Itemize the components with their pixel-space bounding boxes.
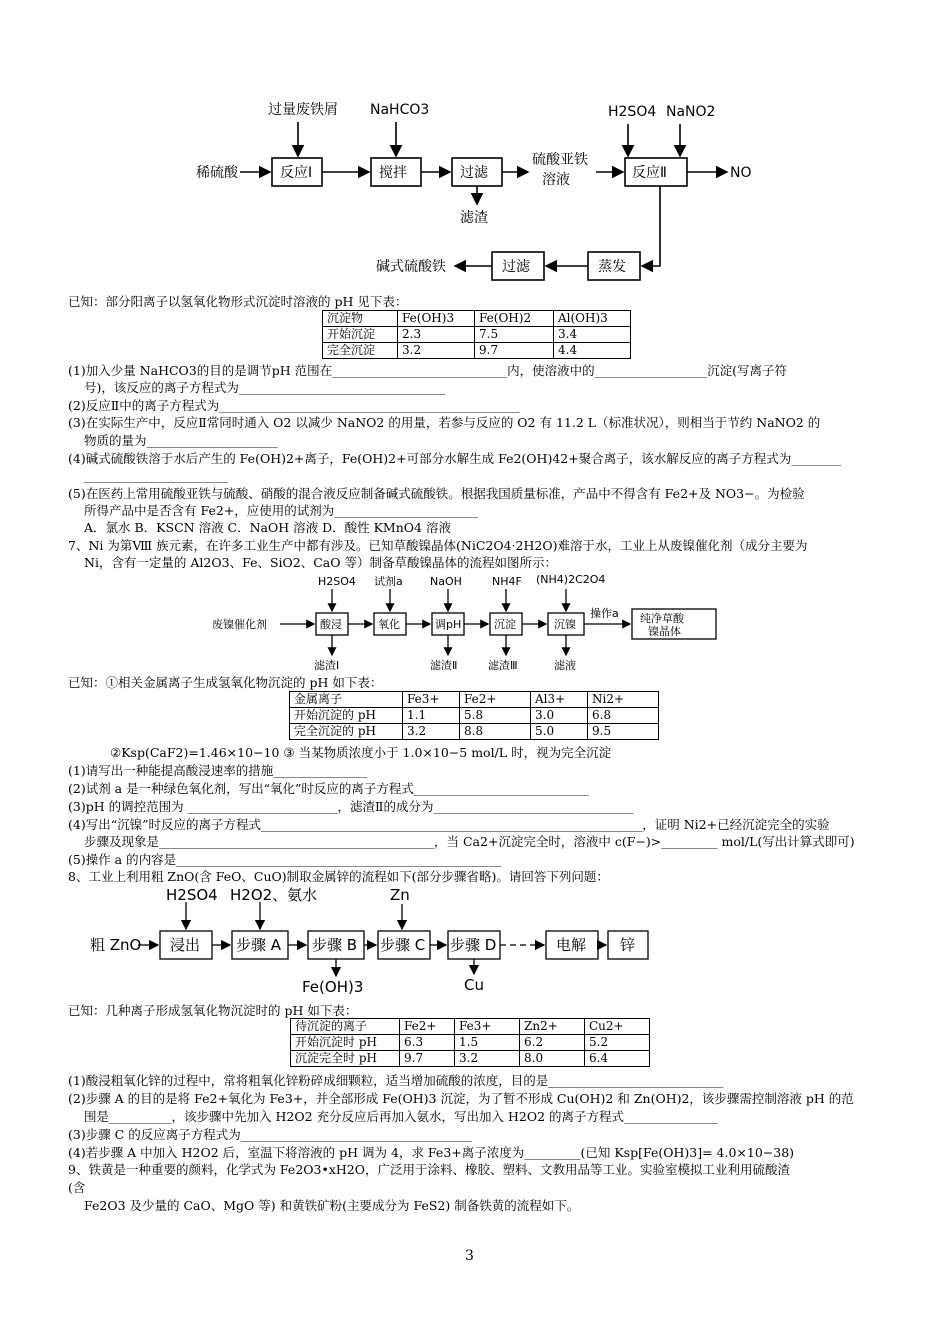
flow2-box: 沉淀 bbox=[494, 618, 516, 631]
q7-table-cell: 5.0 bbox=[531, 724, 588, 740]
flow1-mid-label-1: 硫酸亚铁 bbox=[532, 152, 588, 168]
q6-table-cell: 3.4 bbox=[554, 327, 631, 343]
q8-line: 围是__________，该步骤中先加入 H2O2 充分反应后再加入氨水，写出加入 H2O2 的离子方程式_______________ bbox=[84, 1109, 718, 1124]
q7-table-cell: 3.2 bbox=[403, 724, 460, 740]
q7-line: (4)写出“沉镍”时反应的离子方程式_____________________________________________________________，证明 Ni2+已经沉淀完全的实验 bbox=[68, 817, 830, 832]
q7-table-cell: 完全沉淀的 pH bbox=[290, 724, 403, 740]
q6-line: 号)，该反应的离子方程式为_________________________________ bbox=[84, 380, 446, 395]
flow2-residue: 滤渣Ⅰ bbox=[314, 659, 340, 672]
q7-known2: ②Ksp(CaF2)=1.46×10−10 ③ 当某物质浓度小于 1.0×10−5 mol/L 时，视为完全沉淀 bbox=[110, 745, 612, 760]
page-number: 3 bbox=[465, 1248, 474, 1264]
flow1-box-filter: 过滤 bbox=[460, 165, 488, 181]
q6-table-header-cell: 沉淀物 bbox=[323, 311, 398, 327]
q8-table-cell: 8.0 bbox=[520, 1051, 585, 1067]
flow2-reagent: NaOH bbox=[430, 575, 462, 588]
flow1-input-h2so4: H2SO4 bbox=[608, 104, 657, 120]
flow2-product: 镍晶体 bbox=[648, 625, 681, 638]
q6-line: (1)加入少量 NaHCO3的目的是调节pH 范围在____________________________内，使溶液中的__________________沉淀(写离子符 bbox=[68, 363, 787, 378]
q6-table-cell: 开始沉淀 bbox=[323, 327, 398, 343]
q8-known: 已知：几种离子形成氢氧化物沉淀时的 pH 如下表： bbox=[68, 1003, 358, 1018]
flow1-box-reaction2: 反应Ⅱ bbox=[632, 165, 667, 181]
flow3-reagent: Zn bbox=[390, 886, 410, 904]
q8-table-cell: 3.2 bbox=[455, 1051, 520, 1067]
flow3-output: Cu bbox=[464, 976, 484, 994]
q8-line: (3)步骤 C 的反应离子方程式为_____________________________________ bbox=[68, 1127, 472, 1142]
q8-table-cell: 5.2 bbox=[585, 1035, 650, 1051]
q6-line: (4)碱式硫酸铁溶于水后产生的 Fe(OH)2+离子，Fe(OH)2+可部分水解生成 Fe2(OH)42+聚合离子，该水解反应的离子方程式为________ bbox=[68, 451, 842, 466]
q6-table-cell: 3.2 bbox=[398, 343, 475, 359]
flow1-input-iron: 过量废铁屑 bbox=[268, 102, 338, 118]
q6-table bbox=[322, 310, 631, 359]
flow2-box: 调pH bbox=[435, 618, 462, 631]
q6-known: 已知：部分阳离子以氢氧化物形式沉淀时溶液的 pH 见下表： bbox=[68, 294, 408, 309]
flow1-start: 稀硫酸 bbox=[196, 165, 238, 181]
flow3-box: 步骤 D bbox=[450, 936, 497, 954]
flow1-box-filter2: 过滤 bbox=[502, 259, 530, 275]
q8-table-cell: 9.7 bbox=[400, 1051, 455, 1067]
q8-table bbox=[290, 1018, 650, 1067]
flow3-box: 步骤 B bbox=[312, 936, 358, 954]
q8-table-header-cell: Fe2+ bbox=[400, 1019, 455, 1035]
q6-table-header-cell: Fe(OH)2 bbox=[475, 311, 554, 327]
q8-table-header-cell: Zn2+ bbox=[520, 1019, 585, 1035]
q6-line: 物质的量为_____________________ bbox=[84, 433, 278, 448]
flow1-gas: NO bbox=[730, 165, 752, 181]
flow2-residue: 滤渣Ⅱ bbox=[430, 659, 458, 672]
q6-table-cell: 4.4 bbox=[554, 343, 631, 359]
flowchart-3 bbox=[90, 884, 690, 999]
q7-table-cell: 5.8 bbox=[460, 708, 531, 724]
q8-table-cell: 1.5 bbox=[455, 1035, 520, 1051]
q6-table-cell: 完全沉淀 bbox=[323, 343, 398, 359]
flow2-reagent: H2SO4 bbox=[318, 575, 356, 588]
flow1-input-nano2: NaNO2 bbox=[666, 104, 716, 120]
q9-line: Fe2O3 及少量的 CaO、MgO 等) 和黄铁矿粉(主要成分为 FeS2) 制备铁黄的流程如下。 bbox=[84, 1198, 580, 1213]
q7-table-header-cell: 金属离子 bbox=[290, 692, 403, 708]
q8-table-cell: 开始沉淀时 pH bbox=[291, 1035, 400, 1051]
flow3-box: 锌 bbox=[620, 936, 636, 954]
flow3-reagent: H2O2、氨水 bbox=[230, 886, 318, 904]
q6-table-cell: 9.7 bbox=[475, 343, 554, 359]
q6-line: (3)在实际生产中，反应Ⅱ常同时通入 O2 以减少 NaNO2 的用量，若参与反应的 O2 有 11.2 L（标准状况），则相当于节约 NaNO2 的 bbox=[68, 415, 821, 430]
q7-table bbox=[289, 691, 659, 740]
flow3-box: 步骤 C bbox=[380, 936, 426, 954]
q6-table-cell: 2.3 bbox=[398, 327, 475, 343]
q7-table-cell: 3.0 bbox=[531, 708, 588, 724]
flow1-box-reaction1: 反应Ⅰ bbox=[280, 165, 313, 181]
q7-table-cell: 6.8 bbox=[588, 708, 659, 724]
flow1-product: 碱式硫酸铁 bbox=[376, 259, 446, 275]
flow2-box: 沉镍 bbox=[554, 618, 576, 631]
flow3-box: 浸出 bbox=[170, 936, 201, 954]
q7-line: (2)试剂 a 是一种绿色氧化剂，写出“氧化”时反应的离子方程式____________________________ bbox=[68, 781, 589, 796]
flow2-reagent: 试剂a bbox=[374, 575, 403, 588]
q6-table-header-cell: Fe(OH)3 bbox=[398, 311, 475, 327]
q6-table-header-cell: Al(OH)3 bbox=[554, 311, 631, 327]
q7-table-header-cell: Ni2+ bbox=[588, 692, 659, 708]
q7-line: (1)请写出一种能提高酸浸速率的措施_______________ bbox=[68, 763, 367, 778]
q7-intro: Ni，含有一定量的 Al2O3、Fe、SiO2、CaO 等）制备草酸镍晶体的流程如图所示： bbox=[84, 555, 557, 570]
q7-intro: 7、Ni 为第Ⅷ 族元素，在许多工业生产中都有涉及。已知草酸镍晶体(NiC2O4·2H2O)难溶于水，工业上从废镍催化剂（成分主要为 bbox=[68, 538, 808, 553]
flowchart-1 bbox=[180, 92, 780, 292]
flow1-mid-label-2: 溶液 bbox=[542, 172, 570, 188]
flow3-box: 步骤 A bbox=[236, 936, 282, 954]
flow2-reagent: (NH4)2C2O4 bbox=[536, 573, 606, 586]
flowchart-2 bbox=[210, 573, 730, 679]
q6-line: (2)反应Ⅱ中的离子方程式为________________________________________________ bbox=[68, 398, 520, 413]
q7-table-header-cell: Fe2+ bbox=[460, 692, 531, 708]
flow2-box: 酸浸 bbox=[320, 618, 342, 631]
flow2-start: 废镍催化剂 bbox=[212, 618, 267, 631]
flow3-start: 粗 ZnO bbox=[90, 936, 142, 954]
q7-table-header-cell: Al3+ bbox=[531, 692, 588, 708]
q7-table-cell: 9.5 bbox=[588, 724, 659, 740]
q9-line: (含 bbox=[68, 1180, 86, 1195]
flow2-product: 纯净草酸 bbox=[640, 612, 684, 625]
q6-options: A．氯水 B．KSCN 溶液 C．NaOH 溶液 D．酸性 KMnO4 溶液 bbox=[84, 520, 451, 535]
q6-line: (5)在医药上常用硫酸亚铁与硫酸、硝酸的混合液反应制备碱式硫酸铁。根据我国质量标准，产品中不得含有 Fe2+及 NO3−。为检验 bbox=[68, 486, 805, 501]
q8-table-cell: 6.3 bbox=[400, 1035, 455, 1051]
q8-table-header-cell: Cu2+ bbox=[585, 1019, 650, 1035]
q8-table-cell: 6.2 bbox=[520, 1035, 585, 1051]
q6-table-cell: 7.5 bbox=[475, 327, 554, 343]
q7-line: 步骤及现象是____________________________________________，当 Ca2+沉淀完全时，溶液中 c(F−)>_________ mol/L(写出计算式即可) bbox=[84, 834, 855, 849]
q7-line: (5)操作 a 的内容是____________________________________________________ bbox=[68, 852, 502, 867]
flow2-op: 操作a bbox=[590, 607, 619, 620]
flow2-residue: 滤液 bbox=[554, 659, 576, 672]
q8-table-cell: 沉淀完全时 pH bbox=[291, 1051, 400, 1067]
flow3-reagent: H2SO4 bbox=[166, 886, 218, 904]
q7-known: 已知：①相关金属离子生成氢氧化物沉淀的 pH 如下表： bbox=[68, 675, 383, 690]
flow2-reagent: NH4F bbox=[492, 575, 522, 588]
flow2-residue: 滤渣Ⅲ bbox=[488, 659, 518, 672]
flow1-residue: 滤渣 bbox=[460, 210, 488, 226]
q8-table-header-cell: 待沉淀的离子 bbox=[291, 1019, 400, 1035]
q8-line: (2)步骤 A 的目的是将 Fe2+氧化为 Fe3+，并全部形成 Fe(OH)3 沉淀，为了暂不形成 Cu(OH)2 和 Zn(OH)2，该步骤需控制溶液 pH 的范 bbox=[68, 1091, 854, 1106]
q8-table-cell: 6.4 bbox=[585, 1051, 650, 1067]
q7-table-header-cell: Fe3+ bbox=[403, 692, 460, 708]
flow3-box: 电解 bbox=[556, 936, 587, 954]
q8-line: (1)酸浸粗氧化锌的过程中，常将粗氧化锌粉碎成细颗粒，适当增加硫酸的浓度，目的是____________________________ bbox=[68, 1073, 724, 1088]
flow1-box-evaporate: 蒸发 bbox=[598, 259, 626, 275]
q6-line: _______________________ bbox=[84, 468, 228, 483]
q7-table-cell: 8.8 bbox=[460, 724, 531, 740]
q6-line: 所得产品中是否含有 Fe2+，应使用的试剂为_______________________ bbox=[84, 503, 479, 518]
q7-line: (3)pH 的调控范围为 ________________________，滤渣Ⅱ的成分为________________________________ bbox=[68, 799, 634, 814]
q8-line: (4)若步骤 A 中加入 H2O2 后，室温下将溶液的 pH 调为 4，求 Fe3+离子浓度为_________(已知 Ksp[Fe(OH)3]= 4.0×10−38) bbox=[68, 1145, 795, 1160]
q7-table-cell: 开始沉淀的 pH bbox=[290, 708, 403, 724]
q7-table-cell: 1.1 bbox=[403, 708, 460, 724]
flow1-input-nahco3: NaHCO3 bbox=[370, 102, 430, 118]
q8-intro: 8、工业上利用粗 ZnO(含 FeO、CuO)制取金属锌的流程如下(部分步骤省略)。请回答下列问题： bbox=[68, 869, 609, 884]
flow1-box-stir: 搅拌 bbox=[379, 165, 407, 181]
flow2-box: 氧化 bbox=[378, 618, 400, 631]
flow3-output: Fe(OH)3 bbox=[302, 978, 364, 996]
q8-table-header-cell: Fe3+ bbox=[455, 1019, 520, 1035]
q9-line: 9、铁黄是一种重要的颜料，化学式为 Fe2O3•xH2O，广泛用于涂料、橡胶、塑料、文教用品等工业。实验室模拟工业利用硫酸渣 bbox=[68, 1162, 790, 1177]
